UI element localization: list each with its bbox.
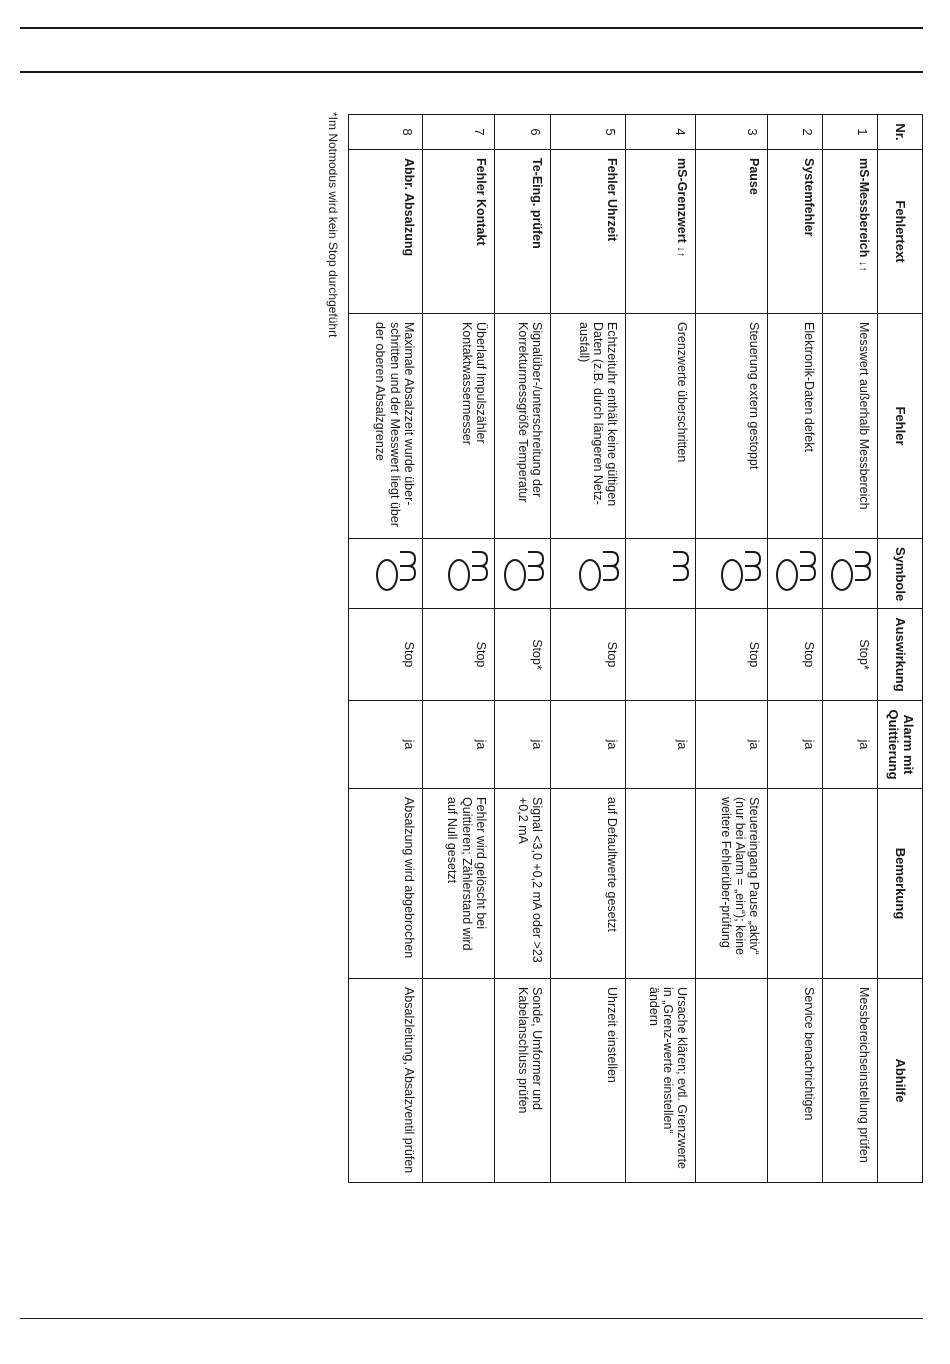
row-symbols [349,539,423,609]
header-nr: Nr. [878,115,923,150]
row-fehlertext [768,150,822,314]
table-row [495,115,551,1183]
row-auswirkung: Stop [423,609,495,701]
row-abhilfe [696,979,768,1183]
table-row [551,115,626,1183]
row-symbols [822,539,877,609]
header-symbole: Symbole [878,539,923,609]
circle-icon [448,559,470,591]
row-auswirkung: Stop [696,609,768,701]
table-row [349,115,423,1183]
fehlertext-label: Pause [747,158,762,195]
row-fehlertext [696,150,768,314]
table-row [696,115,768,1183]
circle-icon [376,559,398,591]
row-abhilfe [423,979,495,1183]
row-abhilfe: Uhrzeit einstellen [551,979,626,1183]
epsilon-icon [398,550,418,582]
error-table [348,114,923,1183]
table-row [768,115,822,1183]
footnote: *Im Notmodus wird kein Stop durchgeführt [326,112,340,338]
row-fehler: Elektronik-Daten defekt [768,314,822,539]
symbol-group [720,548,766,600]
top-rule [20,27,923,29]
row-fehler: Echtzeituhr enthält keine gültigen Daten (z.B. durch längeren Netz-ausfall) [551,314,626,539]
row-nr: 7 [423,115,495,150]
row-symbols [768,539,822,609]
row-auswirkung: Stop* [822,609,877,701]
error-table-rotated [348,114,923,1182]
fehlertext-label: mS-Grenzwert [675,158,690,243]
table-header-row [878,115,923,1183]
symbol-group [502,548,548,600]
row-alarm: ja [626,701,696,789]
row-nr: 5 [551,115,626,150]
row-bemerkung [768,789,822,979]
epsilon-icon [526,550,546,582]
epsilon-icon [601,550,621,582]
row-symbols [696,539,768,609]
row-bemerkung [822,789,877,979]
row-abhilfe: Sonde, Umformer und Kabelanschluss prüfen [495,979,551,1183]
limit-arrows-icon: ↓↑ [675,246,688,258]
table-row [822,115,877,1183]
row-nr: 3 [696,115,768,150]
symbol-group [446,548,492,600]
row-fehler: Überlauf Impulszähler Kontaktwassermesser [423,314,495,539]
epsilon-icon [671,550,691,582]
epsilon-icon [470,550,490,582]
row-auswirkung: Stop [349,609,423,701]
symbol-group [577,548,623,600]
table-row [626,115,696,1183]
epsilon-icon [798,550,818,582]
row-fehlertext [423,150,495,314]
symbol-group [774,548,820,600]
row-symbols [495,539,551,609]
row-fehler: Messwert außerhalb Messbereich [822,314,877,539]
row-abhilfe: Messbereichseinstellung prüfen [822,979,877,1183]
row-auswirkung: Stop* [495,609,551,701]
row-nr: 8 [349,115,423,150]
row-abhilfe: Service benachrichtigen [768,979,822,1183]
row-bemerkung: Signal <3,0 +0,2 mA oder >23 +0,2 mA [495,789,551,979]
symbol-group [374,548,420,600]
row-bemerkung [626,789,696,979]
row-alarm: ja [551,701,626,789]
row-fehler: Maximale Absalzzeit wurde über-schritten und der Messwert liegt über der oberen Absalzgrenze [349,314,423,539]
row-fehlertext [822,150,877,314]
symbol-group [829,548,875,600]
circle-icon [579,559,601,591]
row-alarm: ja [495,701,551,789]
circle-icon [831,559,853,591]
row-alarm: ja [822,701,877,789]
row-alarm: ja [768,701,822,789]
row-fehlertext [551,150,626,314]
row-auswirkung: Stop [551,609,626,701]
row-fehlertext [626,150,696,314]
header-bemerkung: Bemerkung [878,789,923,979]
table-row [423,115,495,1183]
row-alarm: ja [696,701,768,789]
fehlertext-label: mS-Messbereich [857,158,871,258]
limit-arrows-icon: ↓↑ [857,260,869,272]
row-fehler: Grenzwerte überschritten [626,314,696,539]
row-nr: 1 [822,115,877,150]
row-nr: 2 [768,115,822,150]
circle-icon [504,559,526,591]
row-symbols [423,539,495,609]
epsilon-icon [744,550,764,582]
row-nr: 4 [626,115,696,150]
fehlertext-label: Fehler Kontakt [474,158,489,246]
fehlertext-label: Abbr. Absalzung [402,158,417,257]
row-fehler: Steuerung extern gestoppt [696,314,768,539]
row-symbols [626,539,696,609]
row-fehler: Signalüber-/unterschreitung der Korrekturmessgröße Temperatur [495,314,551,539]
row-auswirkung [626,609,696,701]
row-auswirkung: Stop [768,609,822,701]
row-abhilfe: Absalzleitung, Absalzventil prüfen [349,979,423,1183]
epsilon-icon [853,550,873,582]
symbol-group [647,548,693,600]
header-rule [20,71,923,73]
fehlertext-label: Systemfehler [801,158,816,237]
bottom-rule [20,1318,923,1319]
row-bemerkung: Steuereingang Pause „aktiv“ (nur bei Alarm = „ein“); keine weitere Fehlerüber-prüfung [696,789,768,979]
row-nr: 6 [495,115,551,150]
header-abhilfe: Abhilfe [878,979,923,1183]
row-bemerkung: Absalzung wird abgebrochen [349,789,423,979]
row-symbols [551,539,626,609]
row-abhilfe: Ursache klären; evtl. Grenzwerte in „Grenz-werte einstellen“ ändern [626,979,696,1183]
row-bemerkung: auf Defaultwerte gesetzt [551,789,626,979]
fehlertext-label: Fehler Uhrzeit [605,158,620,242]
header-alarm: Alarm mit Quittierung [878,701,923,789]
row-alarm: ja [349,701,423,789]
row-fehlertext [495,150,551,314]
fehlertext-label: Te-Eing. prüfen [530,158,545,249]
row-fehlertext [349,150,423,314]
circle-icon [776,559,798,591]
header-fehler: Fehler [878,314,923,539]
row-bemerkung: Fehler wird gelöscht bei Quittieren; Zählerstand wird auf Null gesetzt [423,789,495,979]
header-auswirkung: Auswirkung [878,609,923,701]
header-fehlertext: Fehlertext [878,150,923,314]
circle-icon [722,559,744,591]
row-alarm: ja [423,701,495,789]
